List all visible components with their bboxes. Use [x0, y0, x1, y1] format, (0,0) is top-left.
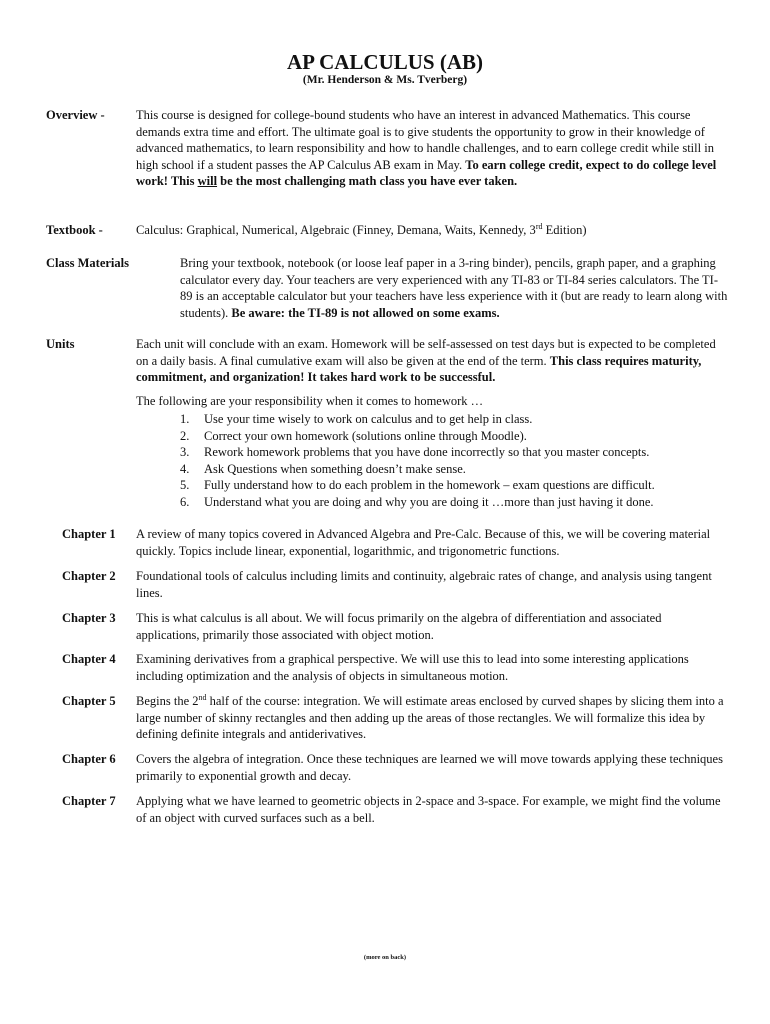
list-item-text: Ask Questions when something doesn’t make sense.	[204, 461, 466, 476]
responsibility-intro: The following are your responsibility when it comes to homework …	[136, 394, 484, 408]
page-subtitle: (Mr. Henderson & Ms. Tverberg)	[302, 74, 468, 86]
list-item	[180, 428, 764, 445]
chapter-7-text: Applying what we have learned to geometric objects in 2-space and 3-space. For example, we might find the volume of an object with curved surfaces such as a bell.	[136, 794, 721, 825]
overview-body	[136, 107, 726, 190]
chapter-4-label: Chapter 4	[62, 652, 116, 666]
chapter-6-label: Chapter 6	[62, 752, 116, 766]
overview-text: This course is designed for college-bound students who have an interest in advanced Mathematics. This course demands extra time and effort. The ultimate goal is to give students the opportunity to grow in their knowledge of advanced mathematics, to learn responsibility and how to handle challenges, and to earn college credit while still in high school if a student passes the AP Calculus AB exam in May.	[136, 108, 714, 172]
list-item-text: Use your time wisely to work on calculus and to get help in class.	[204, 412, 533, 426]
list-item-text: Understand what you are doing and why you are doing it …more than just having it done.	[204, 494, 654, 509]
list-item-text: Fully understand how to do each problem in the homework – exam questions are difficult.	[204, 478, 655, 493]
chapter-5-body	[136, 693, 726, 743]
chapter-3-text: This is what calculus is all about. We will focus primarily on the algebra of differentiation and associated applications, primarily those associated with object motion.	[136, 611, 662, 642]
page-title: AP CALCULUS (AB)	[286, 50, 483, 74]
chapter-2-label: Chapter 2	[62, 569, 116, 583]
chapter-5-text-b: half of the course: integration. We will estimate areas enclosed by curved shapes by slicing them into a large number of skinny rectangles and then adding up the areas of those rectangles. We will formalize this idea by defining definite integrals and antiderivatives.	[136, 694, 724, 742]
chapter-2-text: Foundational tools of calculus including limits and continuity, algebraic rates of change, and analysis using tangent lines.	[136, 569, 712, 600]
materials-text: Bring your textbook, notebook (or loose leaf paper in a 3-ring binder), pencils, graph paper, and a graphing calculator every day. Your teachers are very experienced with any TI-83 or TI-84 series calculators. The TI-89 is an acceptable calculator but your teachers have less experience with it (but are ready to learn along with students).	[180, 256, 728, 320]
overview-label: Overview -	[46, 108, 105, 122]
units-text: Each unit will conclude with an exam. Homework will be self-assessed on test days but is expected to be completed on a daily basis. A final cumulative exam will also be given at the end of the term.	[136, 337, 716, 368]
textbook-text-a: Calculus: Graphical, Numerical, Algebraic (Finney, Demana, Waits, Kennedy, 3	[136, 223, 536, 237]
textbook-edition-sup: rd	[535, 221, 543, 231]
list-item	[180, 411, 764, 428]
list-item	[180, 477, 764, 494]
chapter-5-label: Chapter 5	[62, 694, 116, 708]
responsibility-list	[166, 411, 764, 511]
list-item-text: Rework homework problems that you have done incorrectly so that you master concepts.	[204, 445, 650, 460]
list-item-number: 3.	[180, 445, 190, 460]
list-item	[180, 461, 764, 478]
list-item	[180, 494, 764, 511]
units-bold: This class requires maturity, commitment, and organization! It takes hard work to be successful.	[136, 353, 702, 385]
list-item-text: Correct your own homework (solutions online through Moodle).	[204, 428, 527, 443]
chapter-1-text: A review of many topics covered in Advanced Algebra and Pre-Calc. Because of this, we will be covering material quickly. Topics include linear, exponential, logarithmic, and trigonometric functions.	[136, 527, 711, 558]
overview-bold-b: be the most challenging math class you have ever taken.	[220, 174, 518, 189]
overview-bold-a: To earn college credit, expect to do college level work! This	[136, 157, 717, 189]
list-item-number: 5.	[180, 478, 190, 493]
units-body	[136, 336, 726, 386]
units-label: Units	[46, 337, 75, 351]
chapter-4-text: Examining derivatives from a graphical perspective. We will use this to lead into some interesting applications including optimization and the analysis of objects in simultaneous motion.	[136, 652, 689, 683]
list-item-number: 6.	[180, 494, 190, 509]
list-item-number: 4.	[180, 461, 190, 476]
chapter-1-label: Chapter 1	[62, 527, 116, 541]
list-item-number: 2.	[180, 428, 190, 443]
chapter-5-sup: nd	[198, 692, 207, 702]
materials-body	[180, 255, 728, 321]
list-item-number: 1.	[180, 412, 190, 426]
list-item	[180, 444, 764, 461]
materials-bold: Be aware: the TI-89 is not allowed on some exams.	[231, 305, 500, 320]
chapter-6-text: Covers the algebra of integration. Once these techniques are learned we will move towards applying these techniques primarily to exponential growth and decay.	[136, 752, 723, 783]
overview-bold-underline: will	[197, 174, 218, 189]
materials-label: Class Materials	[46, 256, 129, 270]
textbook-label: Textbook -	[46, 223, 103, 237]
chapter-5-text-a: Begins the 2	[136, 694, 199, 708]
chapter-3-label: Chapter 3	[62, 611, 116, 625]
footer-note: (more on back)	[363, 954, 407, 961]
chapter-7-label: Chapter 7	[62, 794, 116, 808]
textbook-body	[136, 222, 726, 239]
textbook-text-b: Edition)	[545, 223, 587, 237]
